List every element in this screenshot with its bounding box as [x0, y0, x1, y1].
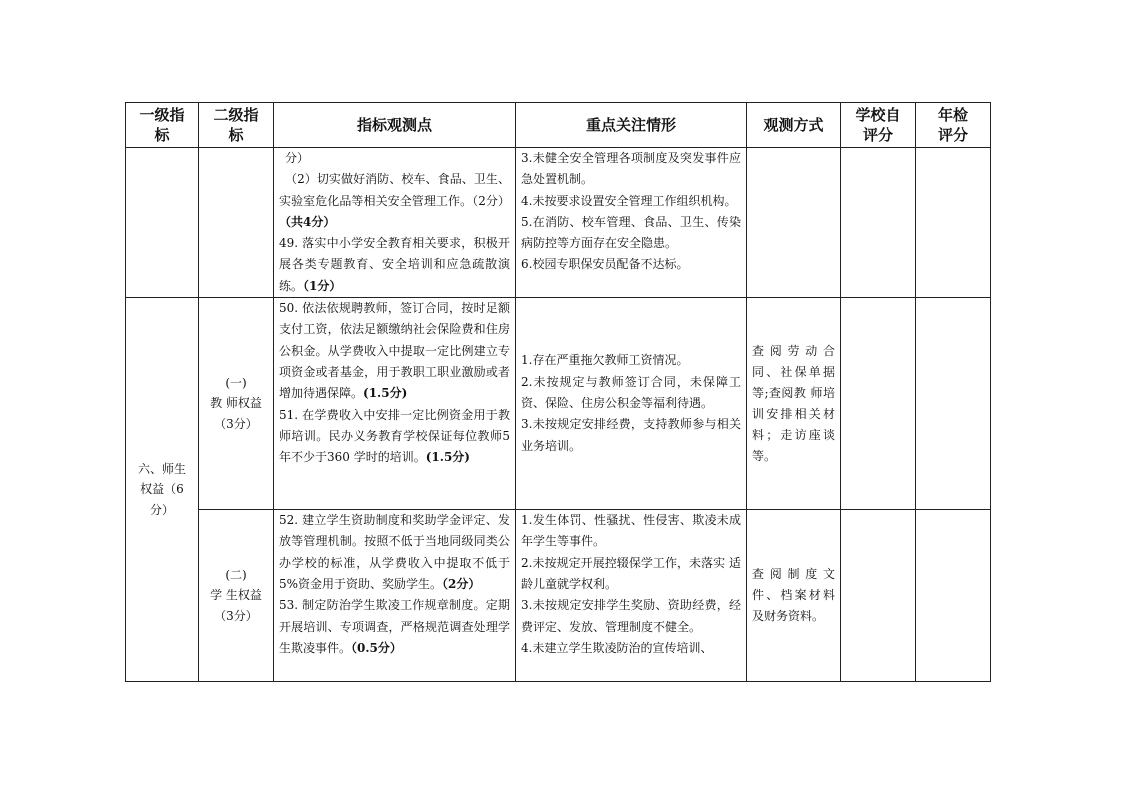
student-method-cell: 查阅制度文件、档案材料及财务资料。 — [747, 510, 841, 682]
teacher-self-score-cell — [841, 298, 916, 510]
teacher-focus-cell — [516, 298, 747, 510]
focus-item: 3.未按规定安排学生奖励、资助经费，经费评定、发放、管理制度不健全。 — [521, 598, 741, 634]
focus-item: 1.发生体罚、性骚扰、性侵害、欺凌未成年学生等事件。 — [521, 513, 741, 549]
header-level1: 一级指 标 — [126, 103, 199, 148]
table-row-teacher-rights — [126, 298, 991, 510]
header-observation: 指标观测点 — [274, 103, 516, 148]
rights-level1-cell: 六、师生 权益（6 分） — [126, 298, 199, 682]
focus-item: 3.未按规定安排经费，支持教师参与相关业务培训。 — [521, 417, 741, 453]
teacher-level2-cell: (一) 教 师权益 （3分） — [199, 298, 274, 510]
header-row — [126, 103, 991, 148]
student-observation-cell — [274, 510, 516, 682]
table-row-safety — [126, 148, 991, 298]
safety-self-score-cell — [841, 148, 916, 298]
safety-observation-cell — [274, 148, 516, 298]
student-self-score-cell — [841, 510, 916, 682]
focus-item: 1.存在严重拖欠教师工资情况。 — [521, 353, 689, 368]
header-method: 观测方式 — [747, 103, 841, 148]
header-level2: 二级指 标 — [199, 103, 274, 148]
teacher-annual-score-cell — [916, 298, 991, 510]
safety-level2-cell — [199, 148, 274, 298]
observation-item: 52. 建立学生资助制度和奖助学金评定、发放等管理机制。按照不低于当地同级同类公办学校的标准，从学费收入中提取不低于5%资金用于资助、奖励学生。（2分） — [279, 513, 510, 591]
focus-item: 4.未按要求设置安全管理工作组织机构。 — [521, 193, 737, 208]
observation-item: 50. 依法依规聘教师，签订合同，按时足额支付工资，依法足额缴纳社会保险费和住房公积金。从学费收入中提取一定比例建立专项资金或者基金，用于教职工职业激励或者增加待遇保障。(1.5分) — [279, 301, 510, 401]
focus-item: 6.校园专职保安员配备不达标。 — [521, 257, 689, 272]
focus-item: 2.未按规定与教师签订合同，未保障工资、保险、住房公积金等福利待遇。 — [521, 374, 741, 410]
focus-item: 3.未健全安全管理各项制度及突发事件应急处置机制。 — [521, 151, 741, 187]
header-focus: 重点关注情形 — [516, 103, 747, 148]
observation-item: （2）切实做好消防、校车、食品、卫生、实验室危化品等相关安全管理工作。（2分）（共4分） — [279, 172, 510, 229]
assessment-table — [125, 102, 991, 682]
focus-item: 5.在消防、校车管理、食品、卫生、传染病防控等方面存在安全隐患。 — [521, 214, 741, 251]
student-level2-cell: (二) 学 生权益 （3分） — [199, 510, 274, 682]
observation-item: 53. 制定防治学生欺凌工作规章制度。定期开展培训、专项调查，严格规范调查处理学生欺凌事件。（0.5分） — [279, 598, 510, 655]
teacher-observation-cell — [274, 298, 516, 510]
focus-item: 4.未建立学生欺凌防治的宣传培训、 — [521, 640, 713, 655]
safety-focus-cell — [516, 148, 747, 298]
focus-item: 2.未按规定开展控辍保学工作，未落实 适龄儿童就学权利。 — [521, 555, 741, 591]
observation-line: 分） — [285, 151, 310, 165]
student-focus-cell — [516, 510, 747, 682]
header-self-score: 学校自 评分 — [841, 103, 916, 148]
safety-method-cell — [747, 148, 841, 298]
header-annual-score: 年检 评分 — [916, 103, 991, 148]
teacher-method-cell: 查阅劳动合同、社保单据等;查阅教 师培训安排相关材料；走访座谈等。 — [747, 298, 841, 510]
table-row-student-rights — [126, 510, 991, 682]
safety-level1-cell — [126, 148, 199, 298]
assessment-table-page — [125, 102, 991, 682]
safety-annual-score-cell — [916, 148, 991, 298]
observation-item: 51. 在学费收入中安排一定比例资金用于教师培训。民办义务教育学校保证每位教师5年不少于360 学时的培训。(1.5分) — [279, 407, 510, 465]
student-annual-score-cell — [916, 510, 991, 682]
observation-item: 49. 落实中小学安全教育相关要求，积极开展各类专题教育、安全培训和应急疏散演练。（1分） — [279, 236, 510, 293]
